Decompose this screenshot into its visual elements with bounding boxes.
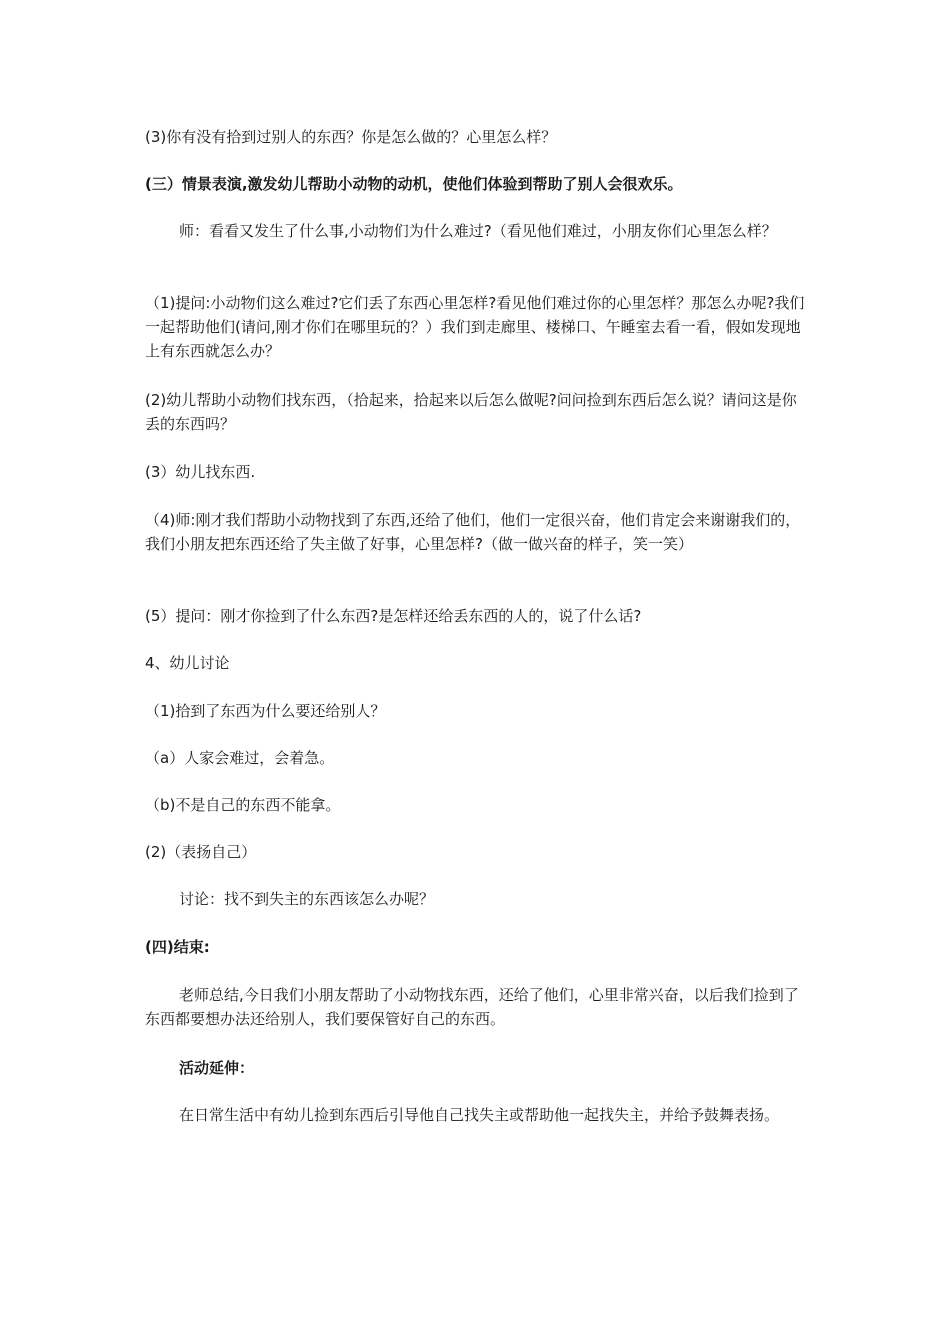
section-heading-4: (四)结束: <box>145 938 210 956</box>
paragraph-extension: 在日常生活中有幼儿捡到东西后引导他自己找失主或帮助他一起找失主，并给予鼓舞表扬。 <box>179 1106 780 1124</box>
section-heading-3: (三）情景表演,激发幼儿帮助小动物的动机，使他们体验到帮助了别人会很欢乐。 <box>145 175 683 193</box>
paragraph-discussion-b: （b)不是自己的东西不能拿。 <box>145 796 341 814</box>
paragraph-step-5: (5）提问：刚才你捡到了什么东西?是怎样还给丢东西的人的，说了什么话? <box>145 607 642 625</box>
paragraph-discussion-2: (2)（表扬自己） <box>145 843 257 861</box>
paragraph-discussion-question: 讨论：找不到失主的东西该怎么办呢？ <box>179 890 435 908</box>
paragraph-step-4: （4)师:刚才我们帮助小动物找到了东西,还给了他们，他们一定很兴奋，他们肯定会来谢谢我们的，我们小朋友把东西还给了失主做了好事，心里怎样?（做一做兴奋的样子，笑一笑） <box>145 511 801 553</box>
paragraph-teacher-intro: 师：看看又发生了什么事,小动物们为什么难过?（看见他们难过，小朋友你们心里怎么样？ <box>179 222 777 240</box>
paragraph-step-3: (3）幼儿找东西. <box>145 463 256 481</box>
paragraph-question-3: (3)你有没有拾到过别人的东西？你是怎么做的？心里怎么样？ <box>145 128 557 146</box>
paragraph-discussion-a: （a）人家会难过，会着急。 <box>145 749 335 767</box>
paragraph-step-2: (2)幼儿帮助小动物们找东西，（拾起来，拾起来以后怎么做呢?问问捡到东西后怎么说？请问这是你丢的东西吗？ <box>145 391 797 433</box>
extension-heading: 活动延伸： <box>179 1059 255 1077</box>
paragraph-discussion-1: （1)拾到了东西为什么要还给别人？ <box>145 702 386 720</box>
paragraph-step-1: （1)提问:小动物们这么难过?它们丢了东西心里怎样?看见他们难过你的心里怎样？那怎么办呢?我们一起帮助他们(请问,刚才你们在哪里玩的？）我们到走廊里、楼梯口、午睡室去看一看，假如发现地上有东西就怎么办？ <box>145 294 805 360</box>
paragraph-summary: 老师总结,今日我们小朋友帮助了小动物找东西，还给了他们，心里非常兴奋，以后我们捡到了东西都要想办法还给别人，我们要保管好自己的东西。 <box>145 986 799 1028</box>
paragraph-discussion-heading: 4、幼儿讨论 <box>145 654 230 672</box>
